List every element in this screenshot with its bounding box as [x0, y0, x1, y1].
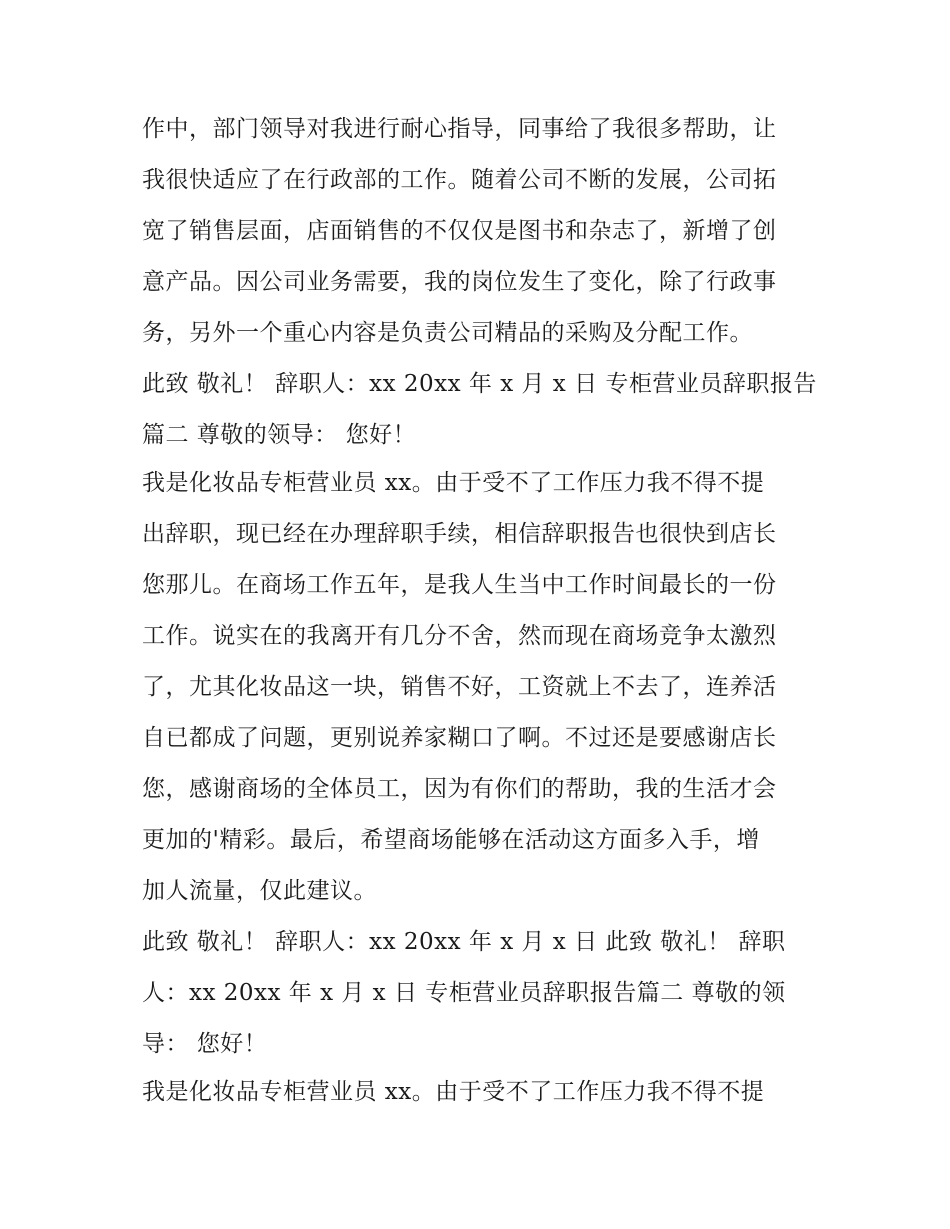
text-line-5: 务，另外一个重心内容是负责公司精品的采购及分配工作。: [142, 320, 753, 346]
text-line-20: 我是化妆品专柜营业员 xx。由于受不了工作压力我不得不提: [142, 1079, 765, 1105]
text-line-18: 人：xx 20xx 年 x 月 x 日 专柜营业员辞职报告篇二 尊敬的领: [142, 980, 786, 1006]
text-line-17: 此致 敬礼！ 辞职人：xx 20xx 年 x 月 x 日 此致 敬礼！ 辞职: [142, 929, 786, 955]
text-line-16: 加人流量，仅此建议。: [142, 878, 377, 904]
text-line-10: 您那儿。在商场工作五年，是我人生当中工作时间最长的一份: [142, 572, 777, 598]
text-line-9: 出辞职，现已经在办理辞职手续，相信辞职报告也很快到店长: [142, 521, 777, 547]
text-line-1: 作中，部门领导对我进行耐心指导，同事给了我很多帮助，让: [142, 116, 777, 142]
text-line-13: 自已都成了问题，更别说养家糊口了啊。不过还是要感谢店长: [142, 725, 777, 751]
text-line-12: 了，尤其化妆品这一块，销售不好，工资就上不去了，连养活: [142, 674, 777, 700]
text-line-3: 宽了销售层面，店面销售的不仅仅是图书和杂志了，新增了创: [142, 218, 777, 244]
text-line-8: 我是化妆品专柜营业员 xx。由于受不了工作压力我不得不提: [142, 470, 765, 496]
text-line-6: 此致 敬礼！ 辞职人：xx 20xx 年 x 月 x 日 专柜营业员辞职报告: [142, 371, 817, 397]
text-line-15: 更加的'精彩。最后，希望商场能够在活动这方面多入手，增: [142, 827, 760, 853]
text-line-4: 意产品。因公司业务需要，我的岗位发生了变化，除了行政事: [142, 269, 777, 295]
text-line-7: 篇二 尊敬的领导： 您好！: [142, 422, 417, 448]
text-line-2: 我很快适应了在行政部的工作。随着公司不断的发展，公司拓: [142, 167, 777, 193]
text-line-11: 工作。说实在的我离开有几分不舍，然而现在商场竞争太激烈: [142, 623, 777, 649]
text-line-14: 您，感谢商场的全体员工，因为有你们的帮助，我的生活才会: [142, 776, 777, 802]
text-line-19: 导： 您好！: [142, 1031, 268, 1057]
